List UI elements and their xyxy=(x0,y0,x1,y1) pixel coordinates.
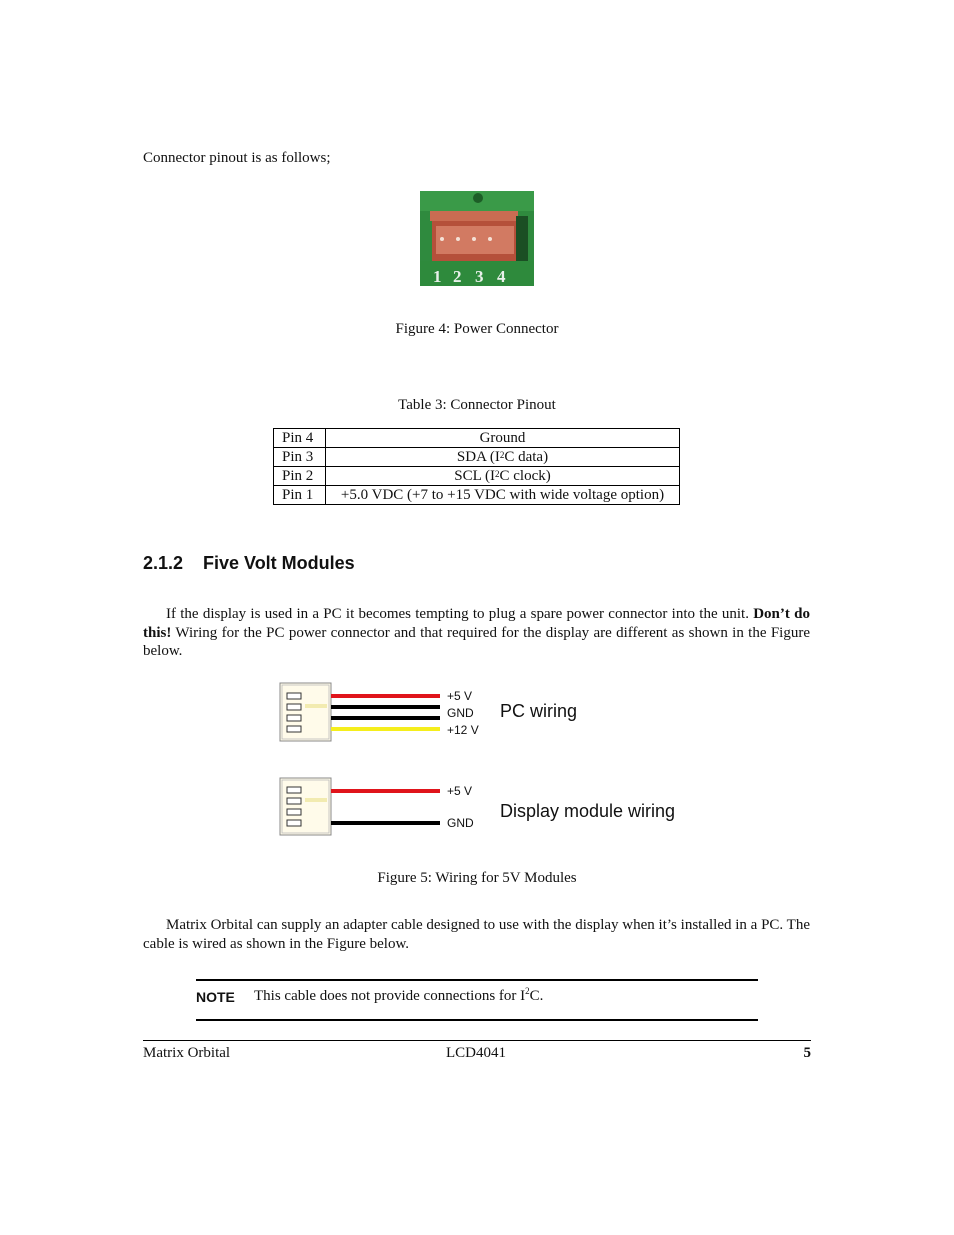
figure4-caption: Figure 4: Power Connector xyxy=(395,321,559,337)
function-cell: SCL ($I^2C$ clock) xyxy=(326,467,680,486)
pin-cell: Pin 1 xyxy=(274,486,326,505)
note-text: This cable does not provide connections for $I^2C$. xyxy=(254,986,544,1004)
module-wiring-title: Display module wiring xyxy=(500,801,676,821)
pin-cell: Pin 3 xyxy=(274,448,326,467)
footer-rule xyxy=(143,1040,811,1041)
wire-label: +12 V xyxy=(447,723,479,737)
table-row xyxy=(274,448,680,467)
warning-bold: Don’t do this! xyxy=(143,606,810,641)
pin-number: 3 xyxy=(475,267,484,286)
power-connector-photo xyxy=(420,191,534,286)
pin-cell: Pin 4 xyxy=(274,429,326,448)
function-cell: +5.0 VDC (+7 to +15 VDC with wide voltage option) xyxy=(326,486,680,505)
table-row xyxy=(274,429,680,448)
wire-label: +5 V xyxy=(447,784,473,798)
pc-wiring-title: PC wiring xyxy=(500,701,578,721)
table-row xyxy=(274,467,680,486)
footer-company: Matrix Orbital xyxy=(143,1045,231,1061)
table-row xyxy=(274,486,680,505)
pinout-table xyxy=(273,428,680,505)
function-cell: SDA ($I^2C$ data) xyxy=(326,448,680,467)
section-heading xyxy=(143,553,355,574)
pin-number: 1 xyxy=(433,267,442,286)
function-cell: Ground xyxy=(326,429,680,448)
note-top-rule xyxy=(196,979,758,981)
note-bottom-rule xyxy=(196,1019,758,1021)
wire-label: GND xyxy=(447,816,474,830)
pc-connector xyxy=(280,683,331,741)
wire-label: +5 V xyxy=(447,689,473,703)
wire-label: GND xyxy=(447,706,474,720)
module-connector xyxy=(280,778,331,835)
paragraph-adapter: Matrix Orbital can supply an adapter cable designed to use with the display when it’s installed in a PC. The cable is wired as shown in the Figure below. xyxy=(143,917,810,952)
note-label: NOTE xyxy=(196,989,235,1005)
page-number: 5 xyxy=(803,1045,811,1061)
pin-cell: Pin 2 xyxy=(274,467,326,486)
footer-model: LCD4041 xyxy=(446,1045,506,1061)
table3-caption: Table 3: Connector Pinout xyxy=(398,397,556,413)
figure5-caption: Figure 5: Wiring for 5V Modules xyxy=(377,870,577,886)
wiring-diagram xyxy=(279,682,679,838)
section-number: 2.1.2 xyxy=(143,553,184,573)
section-title: Five Volt Modules xyxy=(203,553,355,573)
intro-text: Connector pinout is as follows; xyxy=(143,150,331,166)
paragraph-warning: If the display is used in a PC it becomes tempting to plug a spare power connector into the unit. Don’t do this! Wiring for the PC power connector and that required for the display are different as shown in the Figure below. xyxy=(143,606,810,659)
pin-number: 4 xyxy=(497,267,506,286)
pin-number: 2 xyxy=(453,267,462,286)
